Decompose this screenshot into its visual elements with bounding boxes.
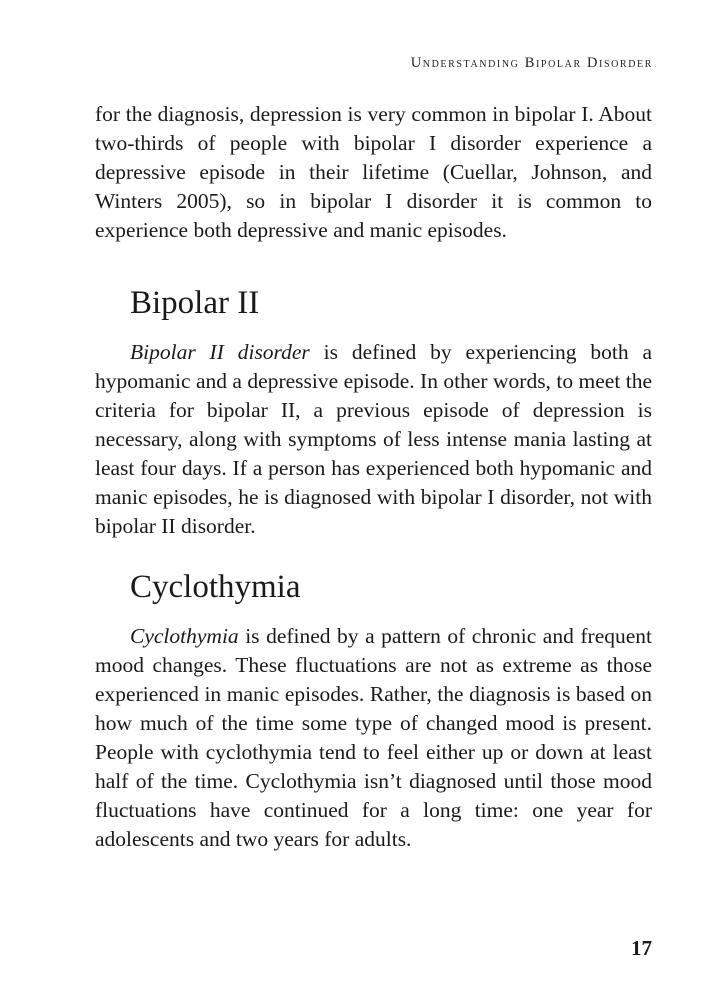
page-number: 17: [631, 936, 652, 960]
bipolar-ii-paragraph-block: [95, 338, 652, 541]
bipolar-ii-paragraph: [95, 338, 652, 541]
running-head: Understanding Bipolar Disorder: [410, 55, 653, 71]
section-heading-cyclothymia: Cyclothymia: [130, 569, 301, 605]
cyclothymia-term: Cyclothymia: [130, 624, 239, 648]
cyclothymia-paragraph: [95, 622, 652, 854]
bipolar-ii-text: is defined by experiencing both a hypomanic and a depressive episode. In other words, to meet the criteria for bipolar II, a previous episode of depression is necessary, along with symptoms of less intense mania lasting at least four days. If a person has experienced both hypomanic and manic episodes, he is diagnosed with bipolar I disorder, not with bipolar II disorder.: [95, 340, 652, 538]
bipolar-ii-term: Bipolar II disorder: [130, 340, 310, 364]
intro-paragraph-block: [95, 100, 652, 245]
cyclothymia-paragraph-block: [95, 622, 652, 854]
cyclothymia-text: is defined by a pattern of chronic and frequent mood changes. These fluctuations are not as extreme as those experienced in manic episodes. Rather, the diagnosis is based on how much of the time some type of changed mood is present. People with cyclothymia tend to feel either up or down at least half of the time. Cyclothymia isn’t diagnosed until those mood fluctuations have continued for a long time: one year for adolescents and two years for adults.: [95, 624, 652, 851]
intro-paragraph: for the diagnosis, depression is very common in bipolar I. About two-thirds of people with bipolar I disorder experience a depressive episode in their lifetime (Cuellar, Johnson, and Winters 2005), so in bipolar I disorder it is common to experience both depressive and manic episodes.: [95, 102, 652, 242]
section-heading-bipolar-ii: Bipolar II: [130, 285, 260, 321]
